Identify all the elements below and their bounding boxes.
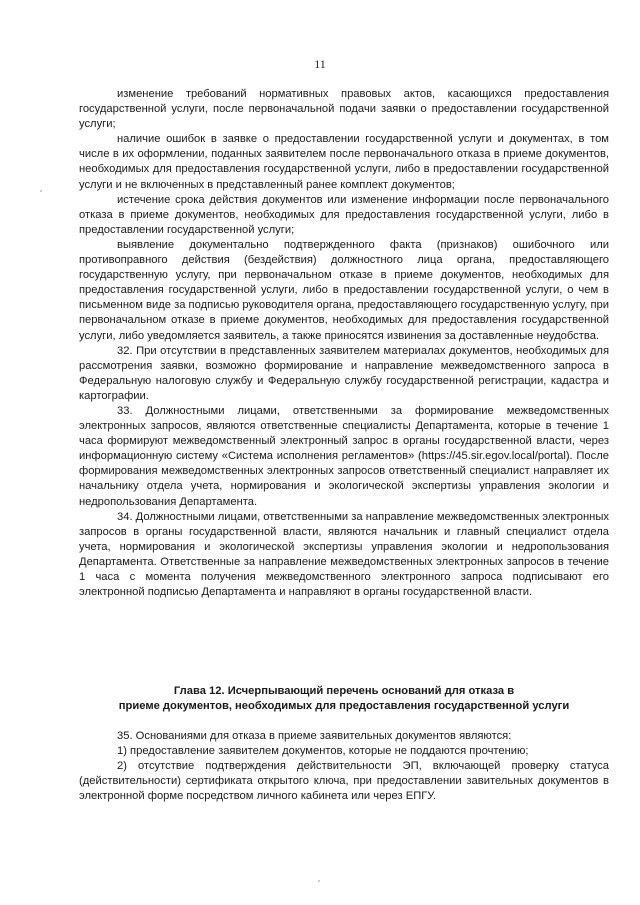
- list-item: 1) предоставление заявителем документов, которые не поддаются прочтению;: [117, 745, 529, 758]
- paragraph: наличие ошибок в заявке о предоставлении государственной услуги и документах, в том числе в их оформлении, поданных заявителем после первоначального отказа в приеме документов, необходимых для предоставления государственной услуги, либо в предоставлении государственной услуги и не включенных в представленный ранее комплект документов;: [79, 133, 609, 191]
- paragraph: изменение требований нормативных правовых актов, касающихся предоставления государственной услуги, после первоначальной подачи заявки о предоставлении государственной услуги;: [79, 88, 609, 131]
- scan-speck: [40, 190, 42, 192]
- chapter-heading-line-1: Глава 12. Исчерпывающий перечень оснований для отказа в: [173, 685, 515, 697]
- paragraph-34: 34. Должностными лицами, ответственными за направление межведомственных электронных запросов в органы государственной власти, являются начальник и главный специалист отдела учета, нормирования и экологической экспертизы управления экологии и недропользования Департамента. Ответственные за направление межведомственных электронных запросов в течение 1 часа с момента получения межведомственного электронного запроса подписывают его электронной подписью Департамента и направляют в органы государственной власти.: [79, 510, 609, 599]
- chapter-heading-line-2: приеме документов, необходимых для предоставления государственной услуги: [118, 700, 570, 712]
- paragraph: истечение срока действия документов или изменение информации после первоначального отказа в приеме документов, необходимых для предоставления государственной услуги, либо в предоставлении государственной услуги;: [79, 193, 609, 236]
- paragraph: выявление документально подтвержденного факта (признаков) ошибочного или противоправного действия (бездействия) должностного лица органа, предоставляющего государственную услугу, при первоначальном отказе в приеме документов, необходимых для предоставления государственной услуги, либо в предоставлении государственной услуги, о чем в письменном виде за подписью руководителя органа, предоставляющего государственную услугу, при первоначальном отказе в приеме документов, необходимых для предоставления государственной услуги, либо уведомляется заявитель, а также приносятся извинения за доставленные неудобства.: [79, 238, 609, 342]
- list-item: 2) отсутствие подтверждения действительности ЭП, включающей проверку статуса (действительности) сертификата открытого ключа, при предоставлении завительных документов в электронной форме посредством личного кабинета или через ЕПГУ.: [79, 760, 609, 803]
- paragraph-32: 32. При отсутствии в представленных заявителем материалах документов, необходимых для рассмотрения заявки, возможно формирование и направление межведомственного запроса в Федеральную налоговую службу и Федеральную службу государственной регистрации, кадастра и картографии.: [79, 344, 609, 402]
- paragraph-33: 33. Должностными лицами, ответственными за формирование межведомственных электронных запросов, являются ответственные специалисты Департамента, которые в течение 1 часа формируют межведомственный электронный запрос в органы государственной власти, через информационную систему «Система исполнения регламентов» (https://45.sir.egov.local/portal). После формирования межведомственных электронных запросов ответственный специалист направляет их начальнику отдела учета, нормирования и экологической экспертизы управления экологии и недропользования Департамента.: [79, 404, 609, 508]
- page-number: 11: [314, 57, 326, 71]
- chapter-heading: [79, 684, 609, 714]
- paragraph-35: 35. Основаниями для отказа в приеме заявительных документов являются:: [117, 730, 512, 742]
- scan-speck: [318, 880, 320, 882]
- document-body: [79, 87, 609, 600]
- section-35: [79, 729, 609, 804]
